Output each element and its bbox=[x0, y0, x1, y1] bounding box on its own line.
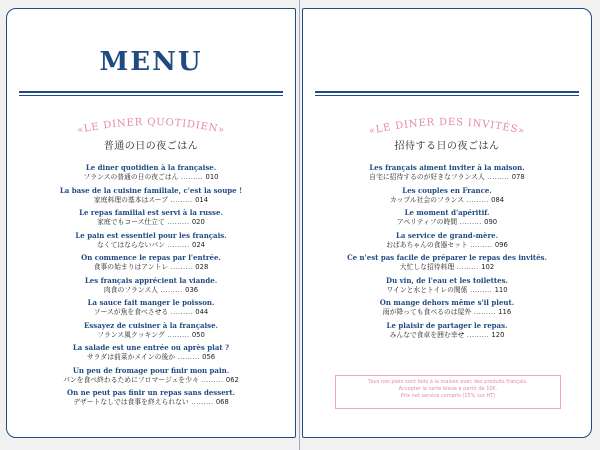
left-page bbox=[6, 8, 296, 438]
entry-line-jp bbox=[7, 262, 295, 272]
section-heading-invites bbox=[303, 113, 591, 152]
entry-line-jp bbox=[303, 217, 591, 227]
svg-text:«LE DINER QUOTIDIEN» bbox=[76, 117, 226, 136]
entry-title-jp: ソースが魚を食べさせる bbox=[93, 308, 169, 316]
leader-dots: ......... bbox=[454, 263, 482, 271]
entry-line-jp bbox=[7, 285, 295, 295]
menu-title: MENU bbox=[99, 47, 203, 77]
entry-line-jp bbox=[7, 375, 295, 385]
section-title-arc-right bbox=[317, 113, 577, 137]
title-divider bbox=[19, 91, 283, 93]
menu-entry bbox=[7, 298, 295, 321]
entry-title-jp: なくてはならないパン bbox=[96, 240, 165, 249]
entry-line-jp bbox=[303, 172, 591, 182]
book-spine bbox=[299, 0, 300, 450]
menu-entry bbox=[303, 208, 591, 231]
entry-title-fr: Du vin, de l'eau et les toilettes. bbox=[386, 275, 508, 285]
entry-title-fr: Le diner quotidien à la française. bbox=[85, 163, 217, 172]
leader-dots: ......... bbox=[168, 263, 196, 271]
entry-title-fr: Ce n'est pas facile de préparer le repas des invités. bbox=[347, 253, 547, 262]
leader-dots: ......... bbox=[168, 195, 196, 204]
entry-title-jp: カップル社会のフランス bbox=[389, 195, 465, 204]
entry-page-number: 068 bbox=[215, 398, 229, 406]
entry-page-number: 010 bbox=[205, 173, 219, 181]
entry-title-jp: ワインと水とトイレの関係 bbox=[386, 285, 468, 294]
entry-page-number: 036 bbox=[185, 285, 199, 294]
menu-entry bbox=[7, 253, 295, 276]
right-page bbox=[302, 8, 592, 438]
entry-title-fr: Les français apprécient la viande. bbox=[84, 275, 218, 285]
menu-entry bbox=[303, 231, 591, 254]
leader-dots: ......... bbox=[175, 353, 203, 361]
leader-dots: ......... bbox=[467, 285, 495, 294]
menu-entry bbox=[7, 343, 295, 366]
entry-title-jp: デザートなしでは食事を終えられない bbox=[73, 398, 189, 406]
entry-title-fr: On mange dehors même s'il pleut. bbox=[379, 298, 515, 307]
menu-entry bbox=[303, 321, 591, 344]
entry-title-jp: みんなで食卓を囲む幸せ bbox=[389, 330, 465, 339]
notice-line: Tous nos plats sont faits à la maison avec des produits français. bbox=[368, 379, 528, 385]
entry-title-jp: おばあちゃんの食器セット bbox=[386, 240, 468, 249]
entry-title-jp: 大忙しな招待料理 bbox=[399, 263, 455, 271]
entry-title-fr: Le repas familial est servi à la russe. bbox=[79, 208, 223, 217]
entry-line-jp bbox=[303, 307, 591, 317]
entry-page-number: 028 bbox=[195, 263, 209, 271]
leader-dots: ......... bbox=[464, 330, 492, 339]
entry-title-fr: On ne peut pas finir un repas sans dessert. bbox=[66, 388, 236, 397]
entry-title-fr: La salade est une entrée ou après plat ? bbox=[72, 343, 230, 352]
entry-title-fr: La sauce fait manger le poisson. bbox=[87, 298, 215, 307]
leader-dots: ......... bbox=[467, 240, 495, 249]
entry-title-fr: Essayez de cuisiner à la française. bbox=[84, 320, 218, 330]
entry-title-jp: 肉食のフランス人 bbox=[103, 285, 159, 294]
leader-dots: ......... bbox=[484, 173, 512, 181]
menu-entry bbox=[7, 231, 295, 254]
entry-page-number: 116 bbox=[498, 308, 512, 316]
leader-dots: ......... bbox=[457, 218, 485, 226]
entry-line-jp bbox=[303, 240, 591, 250]
entry-page-number: 050 bbox=[191, 330, 205, 339]
entry-line-jp bbox=[303, 195, 591, 205]
section-subtitle-jp: 普通の日の夜ごはん bbox=[103, 141, 199, 152]
entry-line-jp bbox=[7, 307, 295, 317]
entry-page-number: 024 bbox=[192, 240, 206, 249]
menu-entry bbox=[7, 163, 295, 186]
entry-title-fr: La base de la cuisine familiale, c'est la soupe ! bbox=[59, 185, 243, 195]
entry-page-number: 020 bbox=[191, 218, 205, 226]
entry-page-number: 084 bbox=[491, 195, 505, 204]
entry-line-jp bbox=[303, 285, 591, 295]
entry-title-jp: フランスの普通の日の夜ごはん bbox=[83, 173, 179, 181]
menu-entry bbox=[303, 186, 591, 209]
entry-page-number: 044 bbox=[195, 308, 209, 316]
entry-title-jp: 食事の始まりはアントレ bbox=[93, 263, 169, 271]
section-title-fr-right: «LE DINER DES INVITÉS» bbox=[367, 116, 527, 137]
entry-page-number: 110 bbox=[494, 285, 508, 294]
entry-title-fr: La service de grand-mère. bbox=[395, 230, 499, 240]
leader-dots: ......... bbox=[198, 375, 226, 384]
entry-title-fr: Le plaisir de partager le repas. bbox=[386, 320, 508, 330]
section-heading-quotidien bbox=[7, 113, 295, 152]
entry-line-jp bbox=[7, 397, 295, 407]
menu-entry bbox=[7, 186, 295, 209]
menu-entry bbox=[7, 208, 295, 231]
entry-title-fr: Un peu de fromage pour finir mon pain. bbox=[72, 365, 230, 375]
info-notice-box bbox=[335, 375, 561, 409]
entry-page-number: 056 bbox=[202, 353, 216, 361]
section-title-fr: «LE DINER QUOTIDIEN» bbox=[76, 116, 226, 137]
section-subtitle-jp-right: 招待する日の夜ごはん bbox=[394, 141, 500, 152]
entry-page-number: 090 bbox=[484, 218, 498, 226]
entry-title-jp: サラダは前菜かメインの後か bbox=[86, 353, 176, 361]
right-entry-list bbox=[303, 163, 591, 343]
section-title-arc bbox=[21, 113, 281, 137]
entry-title-fr: Les français aiment inviter à la maison. bbox=[369, 163, 525, 172]
entry-title-jp: 雨が降っても食べるのは屋外 bbox=[382, 308, 472, 316]
entry-title-jp: 自宅に招待するのが好きなフランス人 bbox=[369, 173, 485, 181]
entry-line-jp bbox=[303, 330, 591, 340]
entry-title-fr: Le pain est essentiel pour les français. bbox=[75, 230, 227, 240]
leader-dots: ......... bbox=[471, 308, 499, 316]
entry-title-jp: パンを食べ終わるためにフロマージュを少々 bbox=[63, 375, 199, 384]
entry-page-number: 102 bbox=[481, 263, 495, 271]
entry-page-number: 062 bbox=[225, 375, 239, 384]
left-entry-list bbox=[7, 163, 295, 411]
entry-title-jp: 家庭でもコース仕立て bbox=[97, 218, 165, 226]
entry-line-jp bbox=[7, 330, 295, 340]
entry-title-jp: フランス風クッキング bbox=[97, 330, 165, 339]
entry-title-jp: アペリティフの時間 bbox=[396, 218, 458, 226]
leader-dots: ......... bbox=[188, 398, 216, 406]
menu-entry bbox=[303, 253, 591, 276]
leader-dots: ......... bbox=[168, 308, 196, 316]
menu-entry bbox=[303, 163, 591, 186]
entry-title-jp: 家庭料理の基本はスープ bbox=[93, 195, 169, 204]
entry-line-jp bbox=[7, 172, 295, 182]
entry-title-fr: Le moment d'apéritif. bbox=[404, 208, 490, 217]
menu-entry bbox=[7, 388, 295, 411]
menu-entry bbox=[7, 276, 295, 299]
entry-page-number: 096 bbox=[494, 240, 508, 249]
menu-entry bbox=[7, 321, 295, 344]
notice-line: Accepter la carte bleue à partir de 10€. bbox=[398, 386, 498, 392]
entry-line-jp bbox=[303, 262, 591, 272]
entry-title-fr: Les couples en France. bbox=[402, 185, 492, 195]
leader-dots: ......... bbox=[464, 195, 492, 204]
leader-dots: ......... bbox=[178, 173, 206, 181]
leader-dots: ......... bbox=[158, 285, 186, 294]
menu-entry bbox=[303, 298, 591, 321]
leader-dots: ......... bbox=[164, 240, 193, 249]
entry-title-fr: On commence le repas par l'entrée. bbox=[81, 253, 221, 262]
entry-line-jp bbox=[7, 217, 295, 227]
notice-line: Prix net service compris (15% sur HT) bbox=[400, 393, 496, 399]
leader-dots: ......... bbox=[164, 330, 192, 339]
entry-page-number: 014 bbox=[195, 195, 209, 204]
entry-line-jp bbox=[7, 240, 295, 250]
menu-entry bbox=[303, 276, 591, 299]
svg-text:«LE DINER DES INVITÉS» bbox=[368, 117, 526, 137]
leader-dots: ......... bbox=[164, 218, 192, 226]
entry-page-number: 120 bbox=[491, 330, 505, 339]
entry-line-jp bbox=[7, 352, 295, 362]
menu-entry bbox=[7, 366, 295, 389]
title-divider-right bbox=[315, 91, 579, 93]
entry-line-jp bbox=[7, 195, 295, 205]
entry-page-number: 078 bbox=[511, 173, 525, 181]
